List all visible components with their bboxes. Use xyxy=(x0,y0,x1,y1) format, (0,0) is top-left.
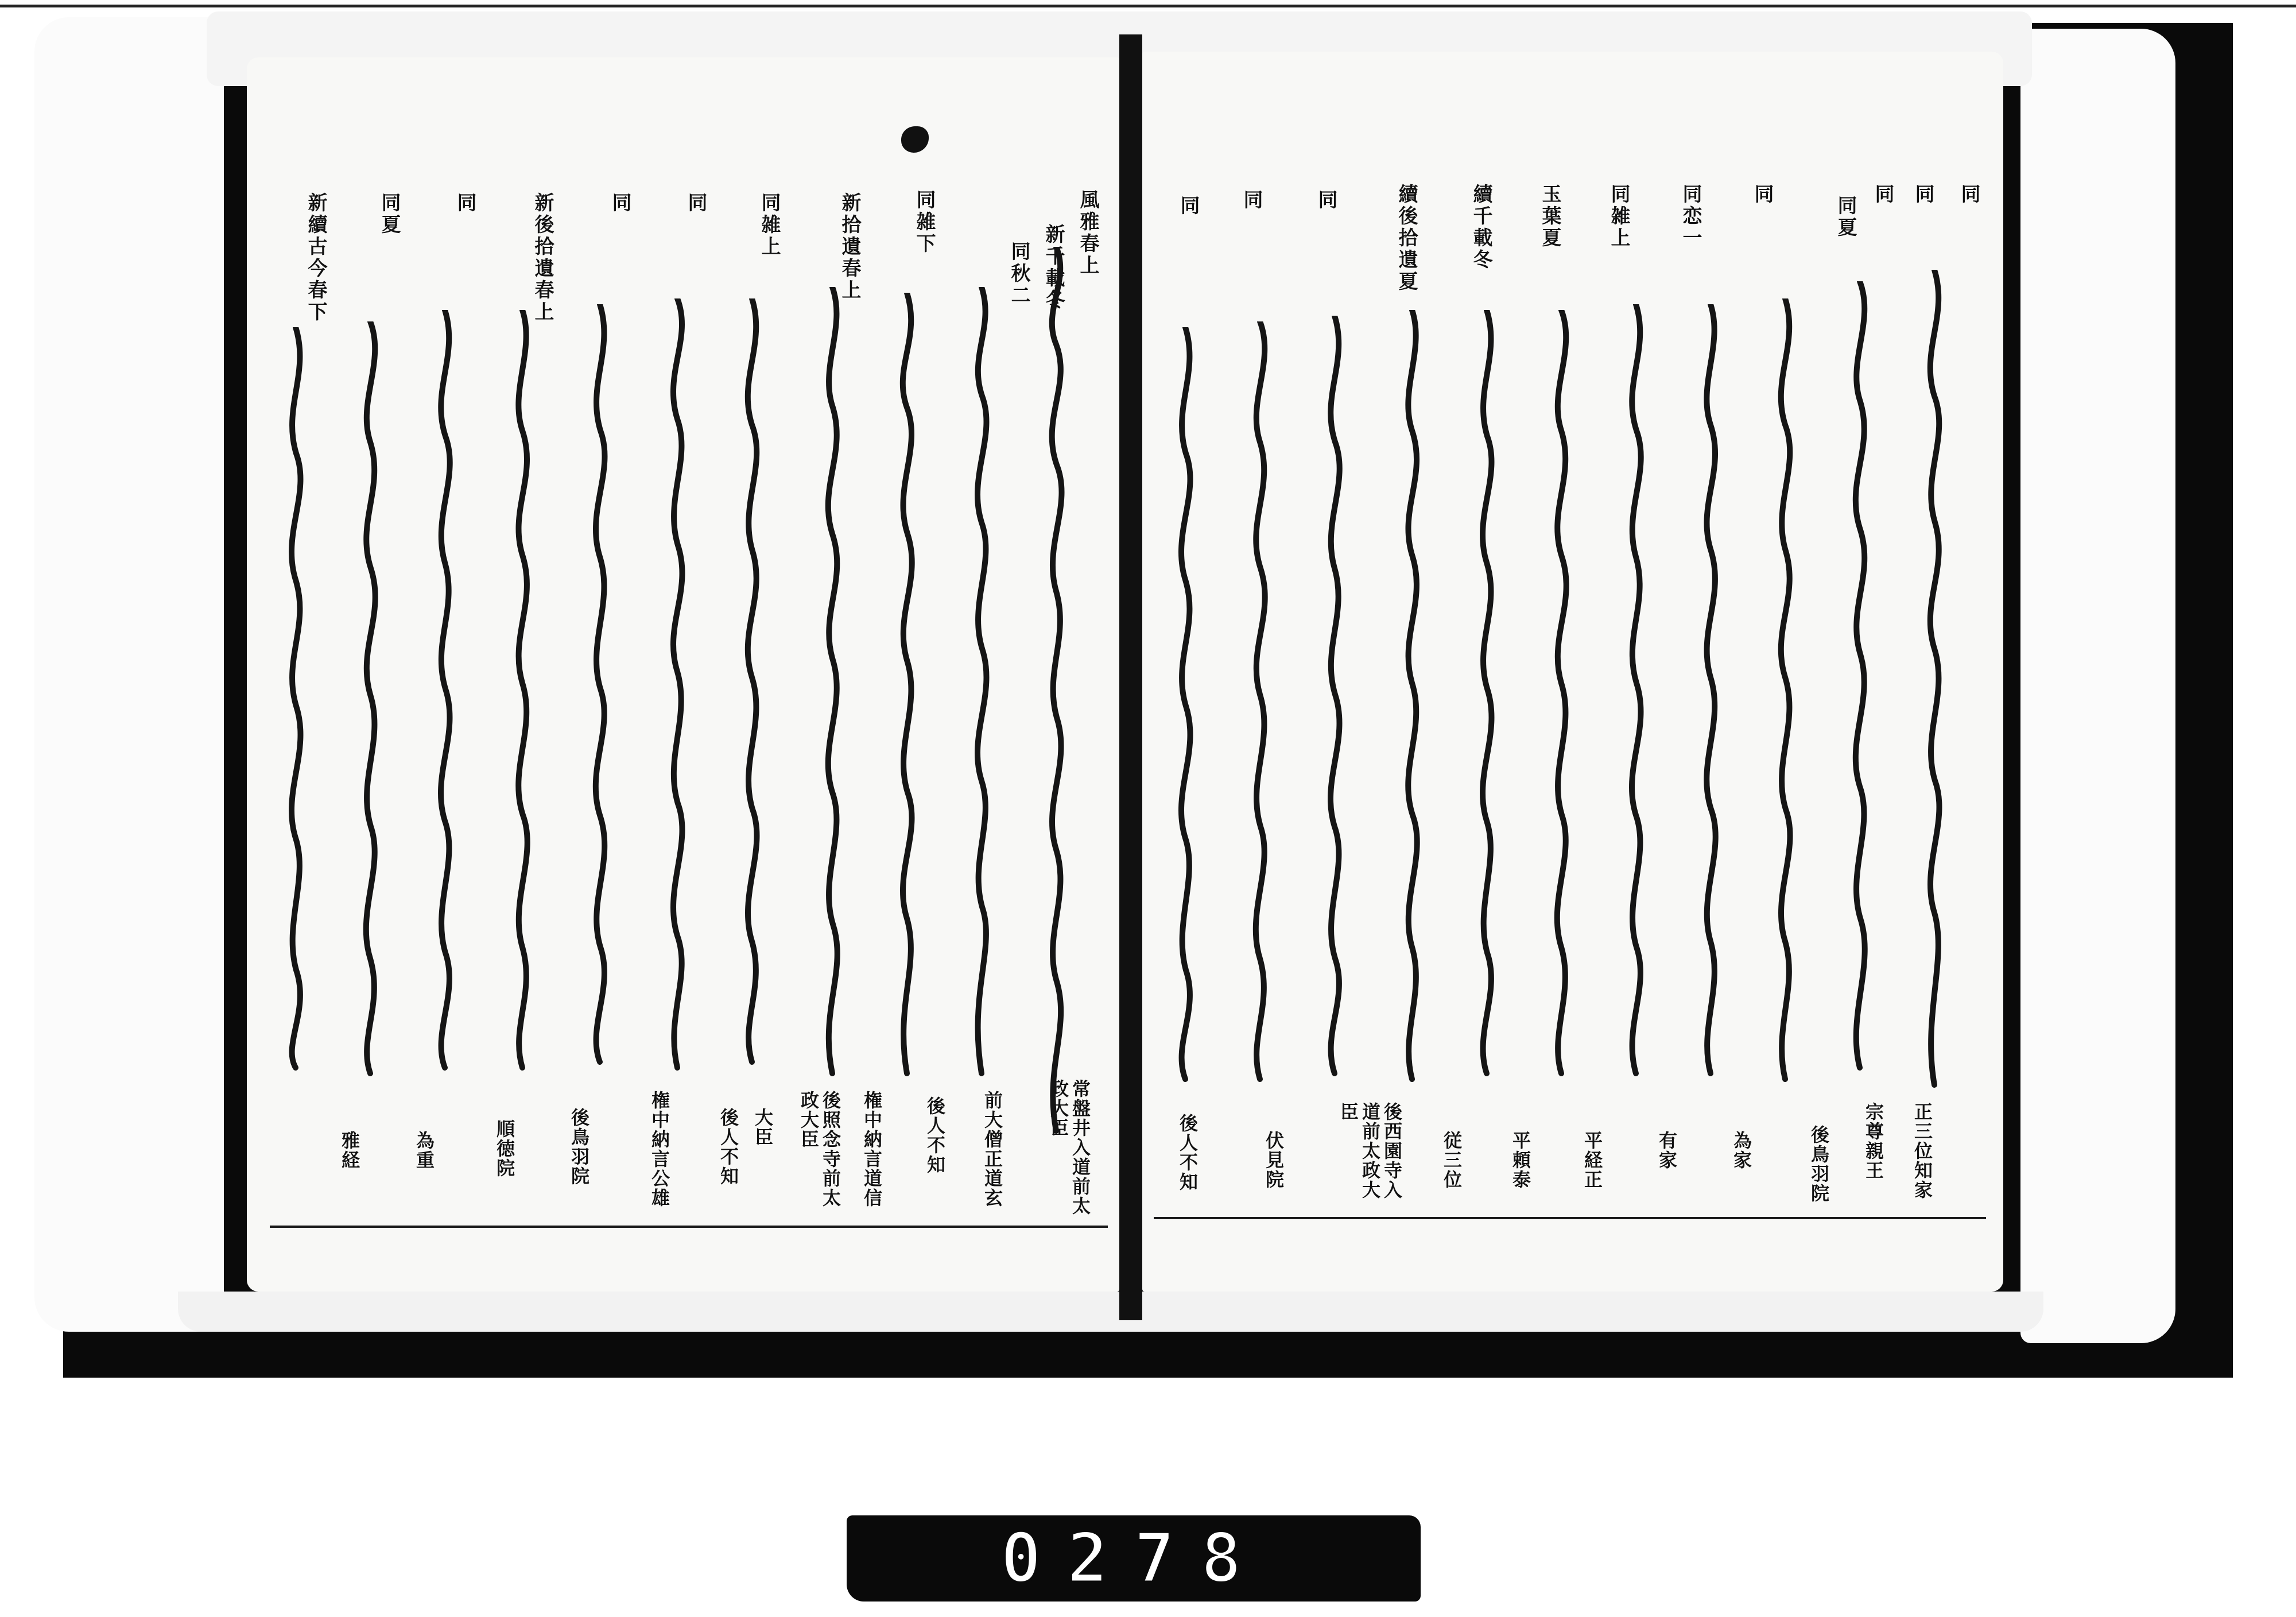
handwritten-poem-column xyxy=(1165,327,1205,1085)
author-name: 後照念寺前太政大臣 xyxy=(798,1091,841,1208)
anthology-header: 同雑上 xyxy=(758,192,781,258)
scan-border-line xyxy=(0,5,2296,7)
anthology-header: 同 xyxy=(1314,189,1337,211)
author-name: 権中納言公雄 xyxy=(649,1091,670,1208)
handwritten-poem-column xyxy=(580,304,620,1068)
book-gutter xyxy=(1119,34,1142,1320)
anthology-header: 同秋二 xyxy=(1007,241,1030,307)
author-name: 前大僧正道玄 xyxy=(982,1091,1003,1208)
handwritten-poem-column xyxy=(502,310,542,1073)
handwritten-poem-column xyxy=(1314,316,1355,1079)
anthology-header: 玉葉夏 xyxy=(1538,184,1561,249)
handwritten-poem-column xyxy=(425,310,465,1073)
handwritten-poem-column xyxy=(1036,247,1076,1142)
handwritten-poem-column xyxy=(276,327,316,1073)
anthology-header: 新千載冬 xyxy=(1042,224,1065,311)
anthology-header: 續後拾遺夏 xyxy=(1395,184,1418,293)
anthology-header: 續千載冬 xyxy=(1469,184,1492,271)
author-name: 為重 xyxy=(413,1131,435,1170)
anthology-header: 同 xyxy=(1177,195,1200,217)
left-page xyxy=(247,57,1119,1292)
page-bottom-rule xyxy=(1154,1217,1986,1219)
handwritten-poem-column xyxy=(887,293,927,1079)
handwritten-poem-column xyxy=(657,298,697,1073)
anthology-header: 同 xyxy=(608,192,631,214)
handwritten-poem-column xyxy=(350,321,390,1079)
author-name: 権中納言道信 xyxy=(861,1091,883,1208)
page-bottom-rule xyxy=(270,1226,1108,1228)
author-name: 有家 xyxy=(1656,1131,1678,1170)
author-name: 後人不知 xyxy=(1177,1114,1199,1192)
anthology-header: 同 xyxy=(1871,184,1894,205)
handwritten-poem-column xyxy=(1541,310,1581,1079)
anthology-header: 同雑下 xyxy=(913,189,936,255)
anthology-header: 風雅春上 xyxy=(1076,189,1099,277)
author-name: 平経正 xyxy=(1581,1131,1603,1189)
anthology-header: 同夏 xyxy=(1834,195,1857,239)
book-fore-edge-right xyxy=(2020,29,2175,1343)
anthology-header: 新後拾遺春上 xyxy=(531,192,554,323)
anthology-header: 同 xyxy=(684,192,707,214)
anthology-header: 同 xyxy=(1240,189,1263,211)
author-name: 後人不知 xyxy=(924,1096,946,1174)
scan-number: 0278 xyxy=(1000,1518,1267,1599)
handwritten-poem-column xyxy=(1616,304,1656,1079)
author-name: 後人不知 xyxy=(718,1108,739,1186)
anthology-header: 同恋一 xyxy=(1679,184,1702,249)
scan-number-label xyxy=(847,1515,1421,1602)
anthology-header: 同 xyxy=(453,192,476,214)
handwritten-poem-column xyxy=(812,287,852,1079)
anthology-header: 同 xyxy=(1751,184,1774,205)
author-name: 雅経 xyxy=(339,1131,360,1170)
handwritten-poem-column xyxy=(961,287,1002,1079)
handwritten-poem-column xyxy=(1690,304,1731,1079)
author-name: 伏見院 xyxy=(1263,1131,1285,1189)
author-name: 従三位 xyxy=(1441,1131,1463,1189)
author-name: 後鳥羽院 xyxy=(568,1108,590,1186)
anthology-header: 同 xyxy=(1911,184,1934,205)
handwritten-poem-column xyxy=(1840,281,1880,1073)
author-name: 順徳院 xyxy=(494,1119,515,1178)
author-name: 正三位知家 xyxy=(1911,1102,1933,1200)
handwritten-poem-column xyxy=(732,298,772,1068)
author-name: 為家 xyxy=(1731,1131,1752,1170)
handwritten-poem-column xyxy=(1392,310,1432,1085)
author-name: 後鳥羽院 xyxy=(1808,1125,1830,1203)
handwritten-poem-column xyxy=(1467,310,1507,1079)
anthology-header: 同夏 xyxy=(378,192,401,236)
author-name: 後西園寺入道前太政大臣 xyxy=(1337,1102,1403,1200)
anthology-header: 同 xyxy=(1957,184,1980,205)
book-bottom-edge xyxy=(178,1292,2043,1332)
author-name: 常盤井入道前太政大臣 xyxy=(1048,1079,1091,1216)
author-name: 宗尊親王 xyxy=(1863,1102,1884,1180)
handwritten-poem-column xyxy=(1914,270,1954,1091)
right-page xyxy=(1142,52,2003,1292)
anthology-header: 新續古今春下 xyxy=(304,192,327,323)
book-fore-edge-left xyxy=(34,17,224,1332)
author-name: 大臣 xyxy=(752,1108,774,1147)
anthology-header: 同雑上 xyxy=(1607,184,1630,249)
handwritten-poem-column xyxy=(1765,298,1805,1085)
author-name: 平頼泰 xyxy=(1510,1131,1531,1189)
handwritten-poem-column xyxy=(1240,321,1280,1085)
anthology-header: 新拾遺春上 xyxy=(838,192,861,301)
